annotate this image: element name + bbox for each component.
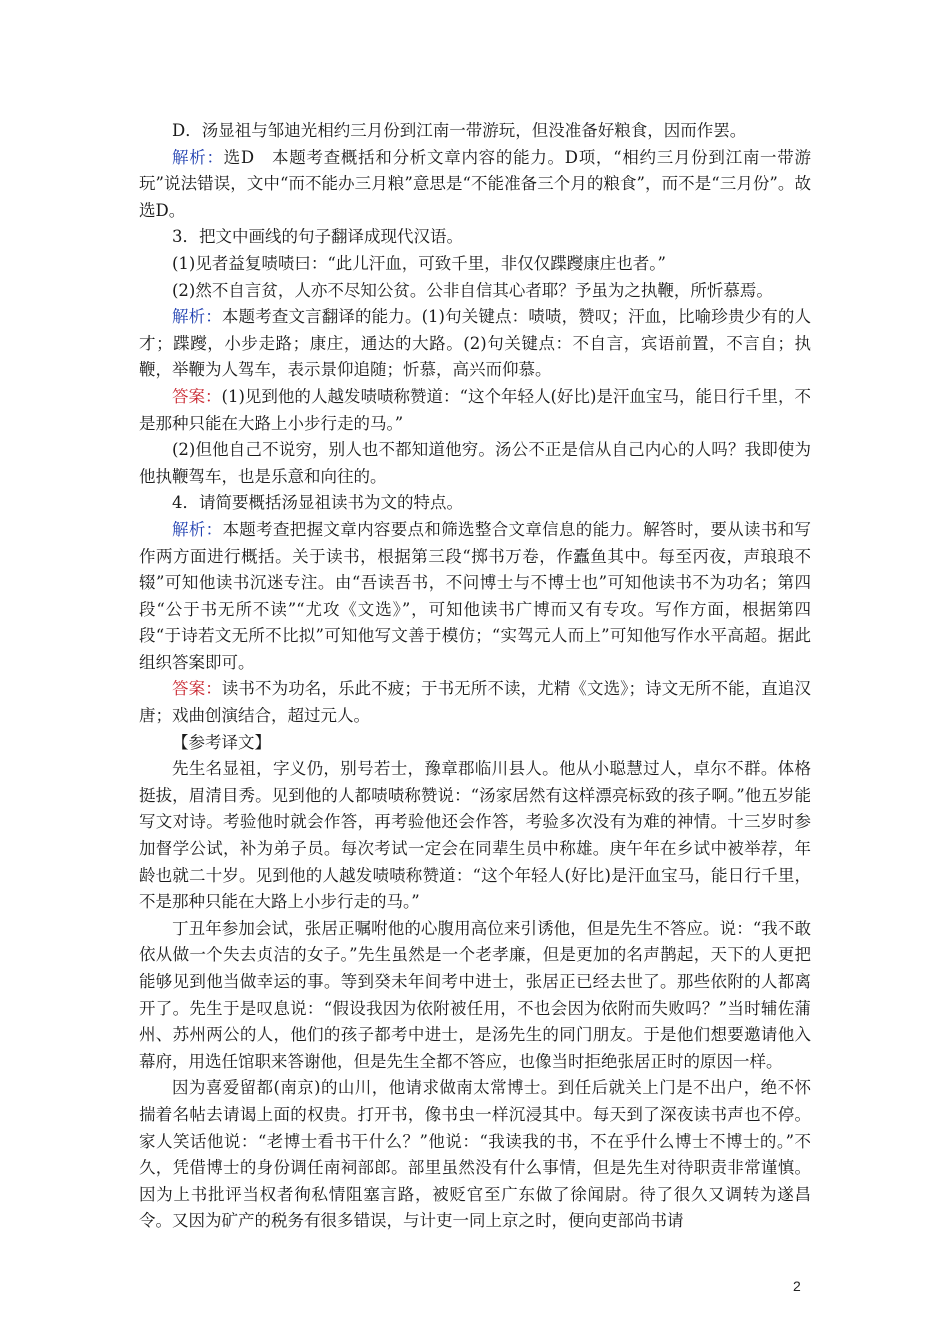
q4-analysis: [139, 517, 811, 677]
page-number: 2: [793, 1278, 801, 1294]
answer-text: (1)见到他的人越发啧啧称赞道：“这个年轻人(好比)是汗血宝马，能日行千里，不是那种只能在大路上小步行走的马。”: [139, 386, 812, 433]
q3-analysis: [139, 304, 811, 384]
answer-text: 读书不为功名，乐此不疲；于书无所不读，尤精《文选》；诗文无所不能，直追汉唐；戏曲创演结合，超过元人。: [139, 679, 812, 726]
answer-label: 答案：: [172, 386, 222, 406]
q3-answer-1: [139, 384, 811, 437]
answer-label: 答案：: [172, 679, 222, 699]
translation-heading: 【参考译文】: [172, 732, 271, 752]
option-d: D．汤显祖与邹迪光相约三月份到江南一带游玩，但没准备好粮食，因而作罢。: [172, 121, 747, 140]
analysis-text: 本题考查把握文章内容要点和筛选整合文章信息的能力。解答时，要从读书和写作两方面进行概括。关于读书，根据第三段“掷书万卷，作蠹鱼其中。每至丙夜，声琅琅不辍”可知他读书沉迷专注。由“吾读吾书，不问博士与不博士也”可知他读书不为功名；第四段“公于书无所不读”“尤攻《文选》”，可知他读书广博而又有专攻。写作方面，根据第四段“于诗若文无所不比拟”可知他写文善于模仿；“实驾元人而上”可知他写作水平高超。据此组织答案即可。: [139, 519, 812, 672]
q3-answer-2: (2)但他自己不说穷，别人也不都知道他穷。汤公不正是信从自己内心的人吗？我即使为他执鞭驾车，也是乐意和向往的。: [139, 440, 811, 486]
q4-answer: [139, 676, 811, 729]
analysis-text: 本题考查文言翻译的能力。(1)句关键点：啧啧，赞叹；汗血，比喻珍贵少有的人才；蹀躞，小步走路；康庄，通达的大路。(2)句关键点：不自言，宾语前置，不言自；执鞭，举鞭为人驾车，表示景仰追随；忻慕，高兴而仰慕。: [139, 307, 812, 380]
q3-item-1: (1)见者益复啧啧曰：“此儿汗血，可致千里，非仅仅蹀躞康庄也者。”: [172, 253, 666, 273]
translation-paragraph-3: 因为喜爱留都(南京)的山川，他请求做南太常博士。到任后就关上门是不出户，绝不怀揣着名帖去请谒上面的权贵。打开书，像书虫一样沉浸其中。每天到了深夜读书声也不停。家人笑话他说：“老博士看书干什么？”他说：“我读我的书，不在乎什么博士不博士的。”不久，凭借博士的身份调任南祠部郎。部里虽然没有什么事情，但是先生对待职责非常谨慎。因为上书批评当权者徇私情阻塞言路，被贬官至广东做了徐闻尉。待了很久又调转为遂昌令。又因为矿产的税务有很多错误，与计吏一同上京之时，便向吏部尚书请: [139, 1078, 811, 1231]
q2-analysis: [139, 145, 811, 225]
q3-question: 3．把文中画线的句子翻译成现代汉语。: [172, 227, 463, 247]
q3-item-2: (2)然不自言贫，人亦不尽知公贫。公非自信其心者耶？予虽为之执鞭，所忻慕焉。: [172, 280, 773, 300]
q4-question: 4．请简要概括汤显祖读书为文的特点。: [172, 493, 463, 513]
analysis-label: 解析：: [172, 147, 224, 167]
analysis-label: 解析：: [172, 519, 223, 539]
translation-paragraph-2: 丁丑年参加会试，张居正嘱咐他的心腹用高位来引诱他，但是先生不答应。说：“我不敢依从做一个失去贞洁的女子。”先生虽然是一个老孝廉，但是更加的名声鹊起，天下的人更把能够见到他当做幸运的事。等到癸未年间考中进士，张居正已经去世了。那些依附的人都离开了。先生于是叹息说：“假设我因为依附被任用，不也会因为依附而失败吗？”当时辅佐蒲州、苏州两公的人，他们的孩子都考中进士，是汤先生的同门朋友。于是他们想要邀请他入幕府，用选任馆职来答谢他，但是先生全都不答应，也像当时拒绝张居正时的原因一样。: [139, 918, 811, 1071]
analysis-label: 解析：: [172, 307, 222, 327]
document-body: [139, 118, 811, 1235]
analysis-text: 选D 本题考查概括和分析文章内容的能力。D项，“相约三月份到江南一带游玩”说法错误，文中“而不能办三月粮”意思是“不能准备三个月的粮食”，而不是“三月份”。故选D。: [139, 147, 811, 220]
translation-paragraph-1: 先生名显祖，字义仍，别号若士，豫章郡临川县人。他从小聪慧过人，卓尔不群。体格挺拔，眉清目秀。见到他的人都啧啧称赞说：“汤家居然有这样漂亮标致的孩子啊。”他五岁能写文对诗。考验他时就会作答，再考验他还会作答，考验多次没有为难的神情。十三岁时参加督学公试，补为弟子员。每次考试一定会在同辈生员中称雄。庚午年在乡试中被举荐，年龄也就二十岁。见到他的人越发啧啧称赞道：“这个年轻人(好比)是汗血宝马，能日行千里，不是那种只能在大路上小步行走的马。”: [139, 759, 811, 912]
